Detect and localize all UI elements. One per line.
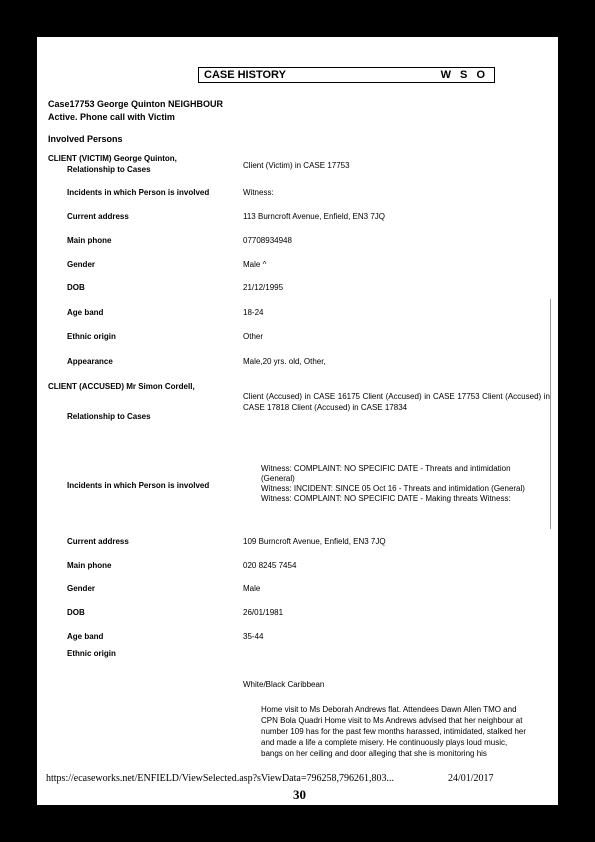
client-accused-ageband-label: Age band xyxy=(67,632,104,641)
client-accused-dob-value: 26/01/1981 xyxy=(243,608,284,617)
header-title: CASE HISTORY xyxy=(204,69,286,81)
client-accused-notes xyxy=(261,704,526,759)
page-number: 30 xyxy=(293,787,306,802)
incident-line: Witness: COMPLAINT: NO SPECIFIC DATE - Making threats Witness: xyxy=(261,494,511,503)
document-page xyxy=(37,37,558,805)
client-victim-incidents-label: Incidents in which Person is involved xyxy=(67,188,210,197)
case-history-header xyxy=(198,67,495,83)
case-title: Case17753 George Quinton NEIGHBOUR xyxy=(48,99,224,109)
client-victim-ethnic-label: Ethnic origin xyxy=(67,332,116,341)
client-accused-ethnic-value: White/Black Caribbean xyxy=(243,680,325,689)
incident-line: (General) xyxy=(261,474,295,483)
scrollbar[interactable] xyxy=(550,299,551,529)
client-victim-ethnic-value: Other xyxy=(243,332,264,341)
incident-line: Witness: COMPLAINT: NO SPECIFIC DATE - Threats and intimidation xyxy=(261,464,511,473)
client-accused-incidents-label: Incidents in which Person is involved xyxy=(67,481,210,490)
client-victim-phone-label: Main phone xyxy=(67,236,112,245)
client-victim-relationship-label: Relationship to Cases xyxy=(67,165,151,174)
client-victim-gender-value: Male ^ xyxy=(243,260,267,269)
client-victim-heading: CLIENT (VICTIM) George Quinton, xyxy=(48,154,177,163)
notes-line: CPN Bola Quadri Home visit to Ms Andrews advised that her neighbour at xyxy=(261,716,523,725)
client-victim-appearance-value: Male,20 yrs. old, Other, xyxy=(243,357,326,366)
client-accused-address-value: 109 Burncroft Avenue, Enfield, EN3 7JQ xyxy=(243,537,386,546)
client-victim-incidents-value: Witness: xyxy=(243,188,274,197)
incident-line: Witness: INCIDENT: SINCE 05 Oct 16 - Threats and intimidation (General) xyxy=(261,484,525,493)
notes-line: Home visit to Ms Deborah Andrews flat. Attendees Dawn Allen TMO and xyxy=(261,705,517,714)
footer-date: 24/01/2017 xyxy=(448,773,494,784)
client-victim-dob-label: DOB xyxy=(67,283,85,292)
case-status: Active. Phone call with Victim xyxy=(48,112,175,122)
client-victim-appearance-label: Appearance xyxy=(67,357,113,366)
footer-url: https://ecaseworks.net/ENFIELD/ViewSelected.asp?sViewData=796258,796261,803... xyxy=(46,773,394,784)
notes-line: and made a life a complete misery. He continuously plays loud music, xyxy=(261,738,508,747)
client-accused-address-label: Current address xyxy=(67,537,129,546)
client-accused-heading: CLIENT (ACCUSED) Mr Simon Cordell, xyxy=(48,382,195,391)
client-accused-incidents-value xyxy=(261,464,525,504)
client-accused-gender-value: Male xyxy=(243,584,261,593)
header-code: W S O xyxy=(440,69,488,81)
notes-line: bangs on her ceiling and door alleging that she is monitoring his xyxy=(261,749,487,758)
client-accused-dob-label: DOB xyxy=(67,608,85,617)
client-victim-phone-value: 07708934948 xyxy=(243,236,292,245)
client-victim-ageband-value: 18-24 xyxy=(243,308,264,317)
client-accused-relationship-label: Relationship to Cases xyxy=(67,412,151,421)
client-accused-relationship-value: Client (Accused) in CASE 16175 Client (Accused) in CASE 17753 Client (Accused) in CASE 17818 Client (Accused) in CASE 17834 xyxy=(243,392,550,412)
client-accused-phone-value: 020 8245 7454 xyxy=(243,561,297,570)
notes-line: number 109 has for the past few months harassed, intimidated, stalked her xyxy=(261,727,527,736)
client-accused-gender-label: Gender xyxy=(67,584,96,593)
client-victim-address-value: 113 Burncroft Avenue, Enfield, EN3 7JQ xyxy=(243,212,386,221)
client-accused-ageband-value: 35-44 xyxy=(243,632,264,641)
client-victim-address-label: Current address xyxy=(67,212,129,221)
client-accused-phone-label: Main phone xyxy=(67,561,112,570)
section-title: Involved Persons xyxy=(48,134,123,144)
client-victim-gender-label: Gender xyxy=(67,260,96,269)
client-victim-dob-value: 21/12/1995 xyxy=(243,283,284,292)
client-victim-ageband-label: Age band xyxy=(67,308,104,317)
client-victim-relationship-value: Client (Victim) in CASE 17753 xyxy=(243,161,350,170)
client-accused-ethnic-label: Ethnic origin xyxy=(67,649,116,658)
